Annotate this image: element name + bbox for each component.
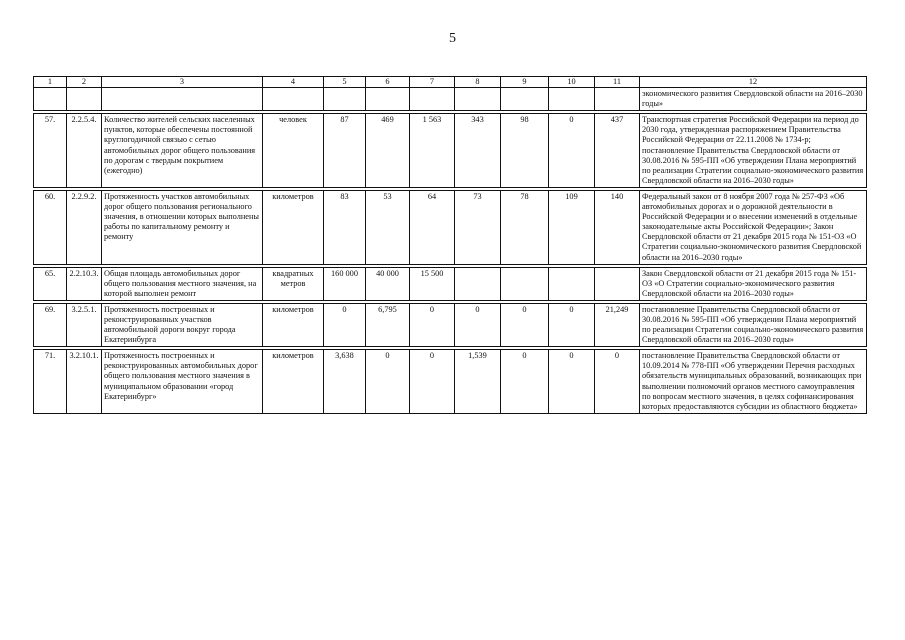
column-header: 2 (67, 77, 102, 88)
indicator-name: Протяженность участков автомобильных дорог общего пользования регионального значения, в отношении которых выполнены работы по капитальному ремонту и ремонту (102, 190, 263, 264)
year-value: 0 (501, 303, 549, 346)
row-number: 57. (34, 114, 67, 188)
indicator-name: Общая площадь автомобильных дорог общего пользования местного значения, на которой выполнен ремонт (102, 267, 263, 300)
empty-cell (263, 88, 324, 111)
year-value: 0 (410, 303, 455, 346)
empty-cell (595, 88, 640, 111)
year-value: 0 (501, 350, 549, 414)
unit-of-measure: километров (263, 350, 324, 414)
year-value: 15 500 (410, 267, 455, 300)
year-value: 343 (455, 114, 501, 188)
column-header: 10 (549, 77, 595, 88)
year-value: 0 (549, 114, 595, 188)
table-row (34, 114, 867, 188)
unit-of-measure: километров (263, 190, 324, 264)
year-value: 469 (366, 114, 410, 188)
unit-of-measure: километров (263, 303, 324, 346)
year-value: 6,795 (366, 303, 410, 346)
year-value: 0 (549, 303, 595, 346)
empty-cell (366, 88, 410, 111)
empty-cell (67, 88, 102, 111)
year-value: 437 (595, 114, 640, 188)
year-value (501, 267, 549, 300)
year-value: 0 (366, 350, 410, 414)
table-row (34, 350, 867, 414)
indicator-code: 3.2.5.1. (67, 303, 102, 346)
indicator-code: 3.2.10.1. (67, 350, 102, 414)
legal-basis: Транспортная стратегия Российской Федерации на период до 2030 года, утвержденная распоряжением Правительства Российской Федерации от 22.11.2008 № 1734-р; постановление Правительства Свердловской области от 30.08.2016 № 595-ПП «Об утверждении Плана мероприятий по реализации Стратегии социально-экономического развития Свердловской области на 2016–2030 годы» (640, 114, 867, 188)
column-header: 1 (34, 77, 67, 88)
column-header: 6 (366, 77, 410, 88)
indicator-code: 2.2.9.2. (67, 190, 102, 264)
page-number: 5 (449, 31, 456, 46)
empty-cell (102, 88, 263, 111)
year-value: 73 (455, 190, 501, 264)
legal-basis: постановление Правительства Свердловской области от 30.08.2016 № 595-ПП «Об утверждении Плана мероприятий по реализации Стратегии социально-экономического развития Свердловской области на 2016–2030 годы» (640, 303, 867, 346)
row-number: 65. (34, 267, 67, 300)
year-value: 0 (549, 350, 595, 414)
empty-cell (549, 88, 595, 111)
year-value: 83 (324, 190, 366, 264)
year-value (549, 267, 595, 300)
year-value: 140 (595, 190, 640, 264)
table-row (34, 303, 867, 346)
empty-cell (501, 88, 549, 111)
table-row (34, 267, 867, 300)
indicator-code: 2.2.5.4. (67, 114, 102, 188)
row-number: 60. (34, 190, 67, 264)
year-value: 21,249 (595, 303, 640, 346)
indicators-table (33, 76, 867, 414)
year-value: 40 000 (366, 267, 410, 300)
indicator-name: Протяженность построенных и реконструированных автомобильных дорог общего пользования местного значения в муниципальном образовании «город Екатеринбург» (102, 350, 263, 414)
column-header: 5 (324, 77, 366, 88)
year-value: 0 (410, 350, 455, 414)
column-header: 4 (263, 77, 324, 88)
column-header: 12 (640, 77, 867, 88)
column-header: 7 (410, 77, 455, 88)
header-row (34, 77, 867, 88)
empty-cell (455, 88, 501, 111)
column-header: 8 (455, 77, 501, 88)
table-row (34, 190, 867, 264)
empty-cell (410, 88, 455, 111)
year-value: 3,638 (324, 350, 366, 414)
year-value: 0 (595, 350, 640, 414)
column-header: 11 (595, 77, 640, 88)
unit-of-measure: человек (263, 114, 324, 188)
continuation-row (34, 88, 867, 111)
column-header: 9 (501, 77, 549, 88)
year-value (595, 267, 640, 300)
row-number: 71. (34, 350, 67, 414)
indicator-code: 2.2.10.3. (67, 267, 102, 300)
year-value: 53 (366, 190, 410, 264)
column-header: 3 (102, 77, 263, 88)
year-value: 0 (324, 303, 366, 346)
year-value: 78 (501, 190, 549, 264)
basis-continuation: экономического развития Свердловской области на 2016–2030 годы» (640, 88, 867, 111)
year-value: 1 563 (410, 114, 455, 188)
indicator-name: Протяженность построенных и реконструированных участков автомобильной дороги вокруг города Екатеринбурга (102, 303, 263, 346)
year-value: 64 (410, 190, 455, 264)
year-value: 109 (549, 190, 595, 264)
row-number: 69. (34, 303, 67, 346)
year-value: 0 (455, 303, 501, 346)
legal-basis: Закон Свердловской области от 21 декабря 2015 года № 151-ОЗ «О Стратегии социально-экономического развития Свердловской области на 2016–2030 годы» (640, 267, 867, 300)
year-value: 160 000 (324, 267, 366, 300)
year-value: 1,539 (455, 350, 501, 414)
year-value: 98 (501, 114, 549, 188)
legal-basis: Федеральный закон от 8 ноября 2007 года № 257-ФЗ «Об автомобильных дорогах и о дорожной деятельности в Российской Федерации и о внесении изменений в отдельные законодательные акты Российской Федерации»; Закон Свердловской области от 21 декабря 2015 года № 151-ОЗ «О Стратегии социально-экономического развития Свердловской области на 2016–2030 годы» (640, 190, 867, 264)
indicator-name: Количество жителей сельских населенных пунктов, которые обеспечены постоянной круглогодичной связью с сетью автомобильных дорог общего пользования по дорогам с твердым покрытием (ежегодно) (102, 114, 263, 188)
year-value: 87 (324, 114, 366, 188)
year-value (455, 267, 501, 300)
legal-basis: постановление Правительства Свердловской области от 10.09.2014 № 778-ПП «Об утверждении Перечня расходных обязательств муниципальных образований, возникающих при выполнении полномочий органов местного самоуправления по вопросам местного значения, в целях софинансирования которых предоставляются субсидии из областного бюджета» (640, 350, 867, 414)
unit-of-measure: квадратных метров (263, 267, 324, 300)
empty-cell (324, 88, 366, 111)
empty-cell (34, 88, 67, 111)
